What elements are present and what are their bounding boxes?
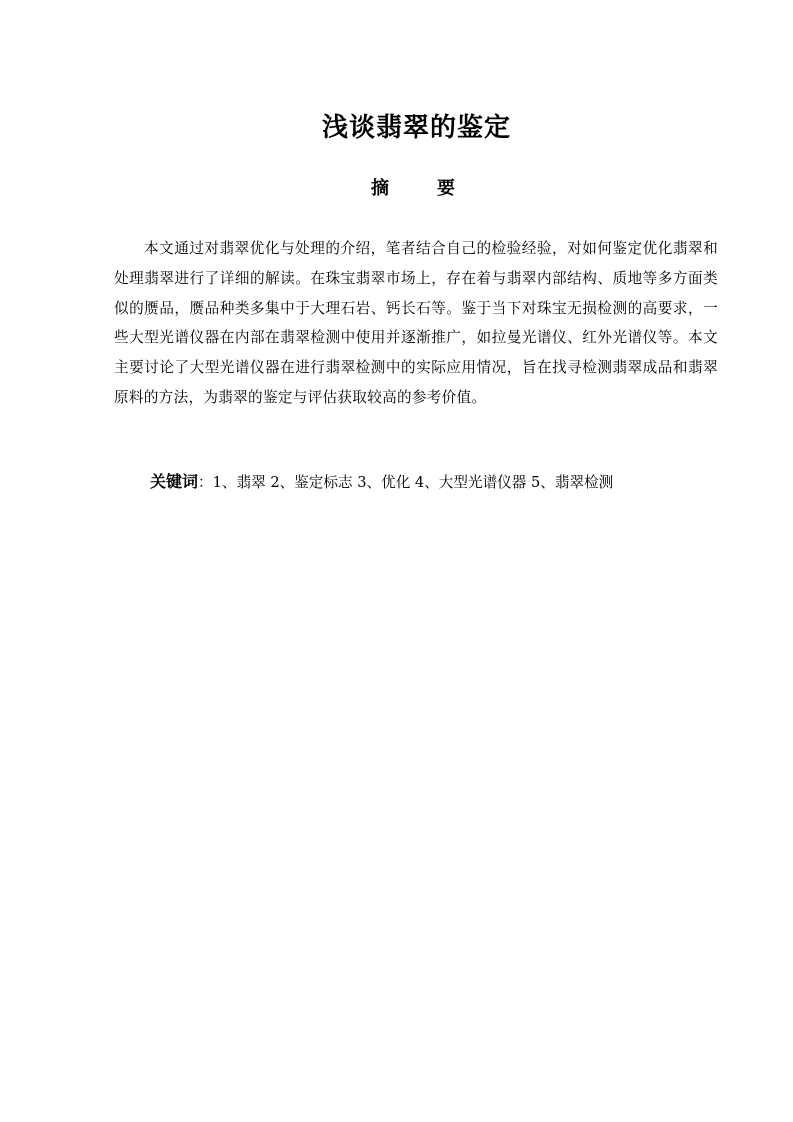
keywords-line [150, 468, 750, 497]
abstract-heading [0, 174, 793, 204]
document-title: 浅谈翡翠的鉴定 [321, 113, 511, 143]
keywords-list: 1、翡翠 2、鉴定标志 3、优化 4、大型光谱仪器 5、翡翠检测 [212, 474, 614, 491]
abstract-heading-char-1: 摘 [371, 178, 389, 199]
abstract-heading-char-2: 要 [437, 178, 455, 199]
abstract-paragraph: 本文通过对翡翠优化与处理的介绍，笔者结合自己的检验经验，对如何鉴定优化翡翠和处理翡翠进行了详细的解读。在珠宝翡翠市场上，存在着与翡翠内部结构、质地等多方面类似的赝品，赝品种类多集中于大理石岩、钙长石等。鉴于当下对珠宝无损检测的高要求，一些大型光谱仪器在内部在翡翠检测中使用并逐渐推广，如拉曼光谱仪、红外光谱仪等。本文主要讨论了大型光谱仪器在进行翡翠检测中的实际应用情况，旨在找寻检测翡翠成品和翡翠原料的方法，为翡翠的鉴定与评估获取较高的参考价值。 [114, 240, 718, 406]
keywords-label: 关键词 [150, 472, 199, 491]
keywords-separator: ： [198, 474, 213, 491]
